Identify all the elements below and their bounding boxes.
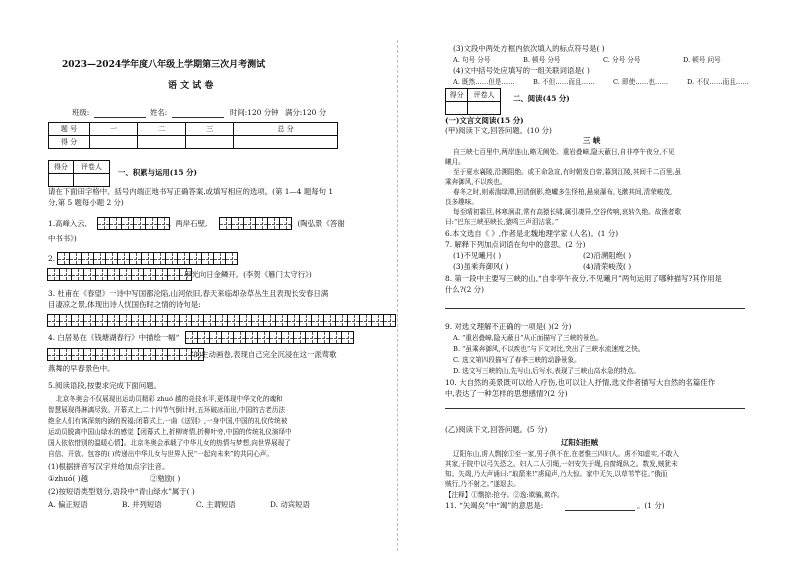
- exam-title: 2023—2024学年度八年级上学期第三次月考测试: [62, 60, 266, 70]
- q1-text: 。(陶弘景《答谢: [290, 219, 345, 228]
- q4-text: 4. 白居易在《钱塘湖春行》中描绘一幅“: [48, 333, 180, 342]
- score-cell: 一: [90, 123, 138, 136]
- passage-line: 自三峡七百里中,两岸连山,略无阙处。重岩叠嶂,隐天蔽日,自非亭午夜分,不见: [453, 148, 675, 156]
- answer-line[interactable]: [445, 408, 745, 409]
- part-b-title: (乙)阅读下文,回答问题。(5 分): [445, 425, 548, 434]
- part1-title: (一)文言文阅读(15 分): [445, 116, 524, 125]
- right-column: [397, 0, 794, 561]
- r4-question: (4)文中括号处应填写的一组关联词语是( ): [453, 66, 590, 75]
- q9-text: 9. 对选文理解不正确的一项是( )(2 分): [445, 322, 572, 331]
- q1-text: 。两岸石壁,: [168, 219, 208, 228]
- q11-text: 11. “矢竭矣”中“竭”的意思是:: [445, 501, 544, 510]
- option-d[interactable]: D. 不仅……而且……: [687, 78, 749, 86]
- q5-passage: 北京冬奥会不仅展现出运动员精彩 zhuó 越的竞技水平,更体现中华文化的魂和: [56, 395, 283, 403]
- q5-passage: 运动员脱离中国山绿水的感觉【闭幕式上,折柳寄情,折柳叶旁,中国的传统礼仪演绎中: [48, 428, 292, 436]
- q5-subquestion: (1)根据拼音写汉字并给加点字注音。: [48, 462, 170, 471]
- class-line[interactable]: [94, 117, 146, 118]
- part1-subtitle: (甲)阅读下文,回答问题。(10 分): [445, 126, 552, 135]
- q5-passage: 自信、开放、包容的( )传递出中华儿女与世界人民“一起向未来”的共同心声。: [48, 450, 273, 458]
- answer-line[interactable]: [445, 308, 745, 309]
- q5-passage: 智慧展现得淋漓尽致。开幕式上,二十四节气倒计时,五环破冰而出,中国的古老历法: [48, 406, 286, 414]
- q4-text: 燕舞的早春景色中。: [48, 364, 115, 373]
- q5-passage: 绝全人们有寓深刻内涵的祝福;闭幕式上,一曲《送别》,一身中国,中国的礼仪传统被: [48, 417, 288, 425]
- option-d[interactable]: D. 动宾短语: [270, 500, 310, 509]
- q10-text: 中,表达了一种怎样的思想感情?(2 分): [445, 389, 568, 398]
- q8-text: 什么?(2 分): [445, 285, 484, 294]
- option-d[interactable]: D. 顿号 问号: [683, 56, 721, 64]
- q5-passage: 国人依依惜别的温暖心情】。北京冬奥会承载了中华儿女的热情与梦想,向世界展现了: [48, 439, 291, 447]
- option-a[interactable]: A. 偏正短语: [48, 500, 88, 509]
- q7-item: (1)不见曦月( ): [453, 251, 502, 260]
- text2-title: 辽阳妇拒贼: [561, 438, 598, 447]
- r3-question: (3)文段中两处方框内依次填入的标点符号是( ): [453, 44, 605, 53]
- grader-input[interactable]: [49, 174, 74, 187]
- passage-line: 贼行,乃不射之。”遂退去。: [445, 480, 520, 488]
- time-label: 时间:120 分钟: [230, 108, 279, 117]
- score-table: [48, 122, 338, 149]
- option-a[interactable]: A. “重岩叠嶂,隐天蔽日”从正面描写了三峡的景色。: [453, 334, 603, 342]
- q3-text: 3. 杜甫在《春望》一诗中写国都沦陷,山河依旧,春天来临却杂草丛生且表现长安春日满: [48, 289, 329, 298]
- text-title: 三 峡: [583, 136, 601, 145]
- grader-input[interactable]: [73, 174, 109, 187]
- name-label: 姓名:: [150, 108, 168, 117]
- q4-text: ”的生动画卷,表现自己完全沉浸在这一派莺歌: [190, 350, 337, 359]
- score-cell: 题 号: [49, 123, 90, 136]
- score-cell: 总 分: [234, 123, 338, 136]
- tian-grid[interactable]: [98, 217, 170, 230]
- grader-cell: 评卷人: [468, 89, 501, 102]
- q3-text: 目凄凉之景,体现出诗人忧国伤时之情的诗句是:: [48, 300, 201, 309]
- score-label: 满分:120 分: [285, 108, 327, 117]
- q7-item: (4)清荣峻茂( ): [583, 262, 632, 271]
- q5-title: 5.阅读语段,按要求完成下面问题。: [48, 381, 161, 390]
- notes: 【注释】①剽掠:抢夺。②逸:欺骗,欺诈。: [445, 491, 564, 499]
- passage-line: 曦月。: [445, 158, 465, 166]
- tian-grid[interactable]: [48, 314, 396, 327]
- passage-line: 良多趣味。: [445, 198, 478, 206]
- passage-line: 知。矢竭,乃大声诵曰:“取箭来!”虏闻声,乃大惊。家中无矢,以草苇竿往。”俄而: [445, 470, 668, 478]
- passage-line: 至于夏水襄陵,沿溯阻绝。或王命急宣,有时朝发白帝,暮到江陵,其间千二百里,虽: [453, 168, 682, 176]
- q8-text: 8. 第一段中主要写三峡的山,“自非亭午夜分,不见曦月”两句运用了哪种描写?其作用是: [445, 274, 722, 283]
- passage-line: 其家,于院中以弓矢恐之。妇人二人引绳,一妇安矢于绳,自窗绳纵之。数发,贼犹未: [445, 460, 678, 468]
- option-d[interactable]: D. 选文写三峡的山,先写山,后写水,表现了三峡山高水急的特点。: [453, 367, 640, 375]
- answer-line[interactable]: [565, 510, 635, 511]
- option-a[interactable]: A. 既然……但是……: [453, 78, 515, 86]
- passage-line: 春冬之时,则素湍绿潭,回清倒影,绝巘多生怪柏,悬泉瀑布,飞漱其间,清荣峻茂,: [453, 188, 673, 196]
- option-b[interactable]: B. 并列短语: [122, 500, 162, 509]
- q7-item: (3)虽乘奔御风( ): [453, 262, 509, 271]
- q5-subquestion: ②勉励( ): [150, 474, 181, 483]
- section2-title: 二、阅读(45 分): [513, 94, 570, 103]
- q5-subquestion: ①zhuó( )越: [48, 474, 88, 483]
- tian-grid[interactable]: [220, 217, 292, 230]
- grader-input[interactable]: [446, 102, 468, 115]
- passage-line: 每至晴初霜旦,林寒涧肃,常有高猿长啸,属引凄异,空谷传响,哀转久绝。故渔者歌: [453, 208, 682, 216]
- tian-grid[interactable]: [48, 348, 204, 361]
- section1-intro: 分,第 5 题每小题 2 分): [48, 198, 124, 207]
- score-input[interactable]: [138, 136, 186, 149]
- grader-box: [445, 88, 501, 115]
- tian-grid[interactable]: [186, 331, 354, 344]
- grader-cell: 得分: [446, 89, 468, 102]
- q10-text: 10. 大自然的美景既可以给人疗伤,也可以让人抒情,选文作者描写大自然的名篇佳作: [445, 378, 716, 387]
- q1-text: 1.高峰入云,: [48, 219, 87, 228]
- option-c[interactable]: C. 即使……也……: [613, 78, 669, 86]
- q2-text: 2.: [48, 254, 56, 263]
- passage-line: 曰:“巴东三峡巫峡长,猿鸣三声泪沾裳。”: [445, 218, 559, 226]
- option-b[interactable]: B. 不但……而且……: [533, 78, 595, 86]
- grader-cell: 评卷人: [73, 161, 109, 174]
- option-a[interactable]: A. 句号 分号: [453, 56, 491, 64]
- q7-item: (2)沿溯阻绝( ): [583, 251, 632, 260]
- q7-text: 7. 解释下列加点词语在句中的意思。(2 分): [445, 240, 586, 249]
- section1-title: 一、积累与运用(15 分): [118, 168, 197, 177]
- option-b[interactable]: B. 顿号 分号: [523, 56, 561, 64]
- tian-grid[interactable]: [48, 268, 192, 281]
- option-b[interactable]: B. “虽乘奔御风,不以疾也”与下文对比,突出了三峡水流速度之快。: [453, 345, 645, 353]
- section1-intro: 请在下面田字格中、括号内端正地书写正确答案,或填写相应的选项。(第 1—4 题每句 1: [48, 187, 334, 196]
- q6-text: 6.本文选自《 》,作者是北魏地理学家 (人名)。(1 分): [445, 229, 619, 238]
- class-label: 班级:: [72, 108, 90, 117]
- grader-input[interactable]: [468, 102, 501, 115]
- option-c[interactable]: C. 选文第四段描写了春季三峡的动静景象。: [453, 356, 581, 364]
- name-line[interactable]: [172, 117, 224, 118]
- score-cell: 二: [138, 123, 186, 136]
- grader-box: [48, 160, 110, 187]
- score-input[interactable]: [90, 136, 138, 149]
- subject-title: 语 文 试 卷: [168, 81, 214, 91]
- passage-line: 乘奔御风,不以疾也。: [445, 178, 507, 186]
- score-cell: 三: [186, 123, 234, 136]
- passage-line: 辽阳东山,虏人剽掠①至一家,男子俱不在,在者惟三四妇人。虏不知虚实,不敢入: [453, 450, 679, 458]
- score-cell: 得 分: [49, 136, 90, 149]
- grader-cell: 得分: [49, 161, 74, 174]
- score-input[interactable]: [234, 136, 338, 149]
- option-c[interactable]: C. 分号 分号: [603, 56, 641, 64]
- tian-grid[interactable]: [58, 252, 238, 265]
- option-c[interactable]: C. 主谓短语: [196, 500, 236, 509]
- q11-text: 。(1 分): [637, 501, 665, 510]
- q5-subquestion: (2)按短语类型划分,语段中“青山绿水”属于( ): [48, 487, 195, 496]
- q1-text: 中书书》): [48, 234, 77, 243]
- score-input[interactable]: [186, 136, 234, 149]
- q2-text: 甲光向日金鳞开。(李贺《雁门太守行》): [184, 270, 312, 279]
